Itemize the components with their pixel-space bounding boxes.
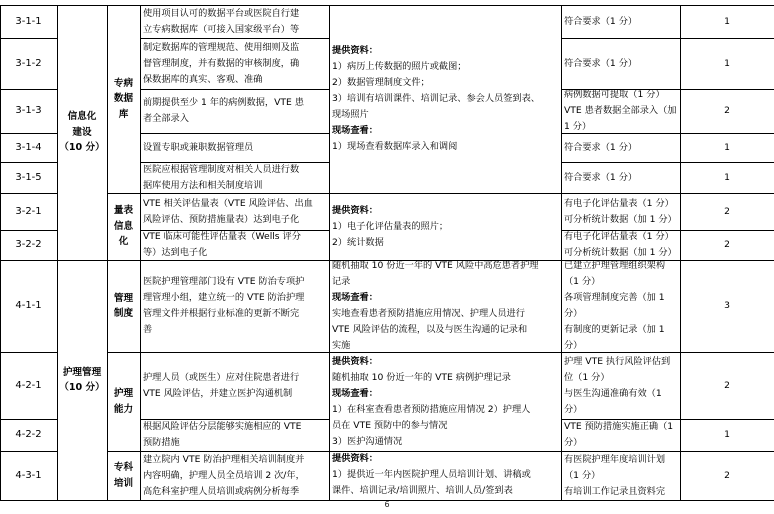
grid-line: [0, 5, 774, 6]
evidence-cell-text: 提供资料： 1）病历上传数据的照片或截图； 2）数据管理制度文件； 3）培训有培训课件、培训记录、参会人员签到表、 现场照片 现场查看： 1）现场查看数据库录入和调阅: [332, 45, 540, 152]
subcategory-cell-text: 管理 制度: [113, 292, 134, 319]
grid-line: [0, 38, 57, 39]
grid-line: [561, 5, 562, 500]
row-score-criteria: [561, 451, 680, 500]
row-description: [140, 230, 329, 260]
row-score-criteria-text: 符合要求（1 分）: [564, 141, 638, 153]
row-score-criteria-text: 符合要求（1 分）: [564, 15, 638, 27]
evidence-cell: [329, 352, 561, 451]
grid-line: [0, 260, 57, 261]
row-id-text: 3-1-4: [15, 141, 42, 153]
subcategory-cell-text: 专科 培训: [113, 462, 134, 489]
evidence-cell-text: 随机抽取 10 份近一年的 VTE 风险中高危患者护理 记录 现场查看： 实地查看患者预防措施应用情况、护理人员进行 VTE 风险评估的流程，以及与医生沟通的记录和 实施: [332, 260, 539, 351]
grid-line: [107, 5, 108, 500]
row-description-text: 医院护理管理部门设有 VTE 防治专项护 理管理小组，建立统一的 VTE 防治护理 管理文件并根据行业标准的更新不断完 善: [143, 276, 305, 335]
row-id: [0, 419, 57, 451]
evidence-cell-text: 提供资料： 随机抽取 10 份近一年的 VTE 病例护理记录 现场查看： 1）在科室查看患者预防措施应用情况 2）护理人 员在 VTE 预防中的参与情况 3）医护沟通情况: [332, 355, 531, 447]
row-description: [140, 5, 329, 38]
grid-line: [107, 260, 140, 261]
evidence-cell: [329, 260, 561, 352]
row-description: [140, 451, 329, 500]
row-id: [0, 451, 57, 500]
row-description-text: 建立院内 VTE 防治护理相关培训制度并 内容明确，护理人员全员培训 2 次/年， 高危科室护理人员培训或病例分析每季: [143, 453, 305, 497]
subcategory-cell: [107, 451, 140, 500]
grid-line: [561, 193, 774, 194]
grid-line: [329, 5, 330, 500]
row-id: [0, 352, 57, 419]
row-points: [680, 193, 774, 230]
row-points-text: 3: [724, 300, 730, 311]
row-score-criteria-text: 符合要求（1 分）: [564, 171, 638, 183]
grid-line: [329, 193, 561, 194]
grid-line: [107, 352, 140, 353]
grid-line: [0, 419, 57, 420]
grid-line: [140, 230, 329, 231]
row-points: [680, 89, 774, 133]
row-score-criteria-text: 符合要求（1 分）: [564, 57, 638, 69]
grid-line: [57, 260, 107, 261]
row-id: [0, 5, 57, 38]
row-points-text: 2: [724, 105, 730, 116]
row-description-text: VTE 临床可能性评估量表（Wells 评分 等）达到电子化: [143, 231, 301, 258]
row-points: [680, 451, 774, 500]
row-description-text: 医院应根据管理制度对相关人员进行数 据库使用方法和相关制度培训: [143, 163, 300, 191]
row-id-text: 3-2-2: [15, 239, 42, 250]
grid-line: [561, 451, 774, 452]
grid-line: [561, 352, 774, 353]
evidence-cell: [329, 5, 561, 193]
grid-line: [57, 5, 58, 500]
grid-line: [561, 260, 774, 261]
row-score-criteria-text: VTE 预防措施实施正确（1 分）: [564, 421, 674, 448]
category-cell: [57, 5, 107, 260]
row-points-text: 1: [724, 171, 730, 183]
row-id-text: 4-1-1: [15, 300, 42, 311]
grid-line: [680, 5, 681, 500]
row-points-text: 2: [724, 205, 730, 217]
grid-line: [0, 352, 57, 353]
row-id-text: 4-2-1: [15, 379, 42, 391]
grid-line: [107, 451, 140, 452]
category-cell-text: 护理管理 （10 分）: [59, 366, 105, 393]
grid-line: [140, 419, 329, 420]
row-score-criteria-text: 有医院护理年度培训计划 （1 分） 有培训工作记录且资料完: [564, 453, 666, 497]
row-score-criteria-text: 已建立护理管理组织架构 （1 分） 各项管理制度完善（加 1 分） 有制度的更新记录（加 1 分）: [564, 260, 666, 351]
row-points-text: 2: [724, 239, 730, 250]
grid-line: [107, 193, 140, 194]
row-score-criteria: [561, 5, 680, 38]
row-score-criteria: [561, 193, 680, 230]
row-description: [140, 89, 329, 133]
row-score-criteria: [561, 133, 680, 162]
grid-line: [561, 162, 774, 163]
grid-line: [0, 133, 57, 134]
grid-line: [0, 5, 1, 500]
page-number: 6: [384, 500, 390, 509]
row-id-text: 3-1-2: [15, 57, 42, 69]
row-id-text: 3-2-1: [15, 205, 42, 217]
row-points-text: 1: [724, 57, 730, 69]
subcategory-cell: [107, 260, 140, 352]
row-id-text: 4-3-1: [15, 469, 42, 481]
row-points: [680, 230, 774, 260]
row-score-criteria: [561, 89, 680, 133]
row-id-text: 4-2-2: [15, 429, 42, 440]
row-id: [0, 162, 57, 193]
row-points: [680, 260, 774, 352]
row-score-criteria-text: 有电子化评估量表（1 分） 可分析统计数据（加 1 分）: [564, 197, 677, 225]
grid-line: [140, 38, 329, 39]
grid-line: [140, 89, 329, 90]
row-id: [0, 260, 57, 352]
subcategory-cell-text: 护理 能力: [113, 388, 134, 415]
grid-line: [140, 352, 329, 353]
row-score-criteria-text: 护理 VTE 执行风险评估到 位（1 分） 与医生沟通准确有效（1 分）: [564, 355, 671, 415]
row-description: [140, 133, 329, 162]
row-description: [140, 419, 329, 451]
row-id: [0, 133, 57, 162]
row-points: [680, 162, 774, 193]
grid-line: [329, 260, 561, 261]
row-points-text: 1: [724, 141, 730, 153]
grid-line: [0, 193, 57, 194]
row-points: [680, 133, 774, 162]
row-points: [680, 352, 774, 419]
evidence-cell: [329, 193, 561, 260]
row-description-text: 根据风险评估分层能够实施相应的 VTE 预防措施: [143, 421, 302, 448]
row-points-text: 2: [724, 469, 730, 481]
row-score-criteria: [561, 352, 680, 419]
grid-line: [561, 89, 774, 90]
grid-line: [140, 193, 329, 194]
row-id: [0, 230, 57, 260]
grid-line: [140, 451, 329, 452]
grid-line: [0, 451, 57, 452]
row-id: [0, 193, 57, 230]
grid-line: [0, 230, 57, 231]
grid-line: [0, 162, 57, 163]
grid-line: [561, 38, 774, 39]
row-description-text: 使用项目认可的数据平台或医院自行建 立专病数据库（可接入国家级平台）等: [143, 7, 300, 35]
row-points-text: 1: [724, 15, 730, 27]
row-score-criteria: [561, 162, 680, 193]
grid-line: [140, 133, 329, 134]
row-score-criteria: [561, 230, 680, 260]
row-description-text: VTE 相关评估量表（VTE 风险评估、出血 风险评估、预防措施量表）达到电子化: [143, 197, 313, 225]
grid-line: [561, 230, 774, 231]
evidence-cell: [329, 451, 561, 500]
row-id: [0, 89, 57, 133]
subcategory-cell-text: 专病 数据 库: [113, 77, 134, 120]
row-points-text: 1: [724, 429, 730, 440]
grid-line: [0, 89, 57, 90]
row-score-criteria: [561, 38, 680, 89]
grid-line: [140, 5, 141, 500]
subcategory-cell: [107, 352, 140, 451]
grid-line: [561, 419, 774, 420]
row-points: [680, 5, 774, 38]
subcategory-cell: [107, 193, 140, 260]
grid-line: [140, 162, 329, 163]
evidence-cell-text: 提供资料： 1）提供近一年内医院护理人员培训计划、讲稿或 课件、培训记录/培训照片、培训人员/签到表: [332, 453, 531, 496]
grid-line: [329, 451, 561, 452]
category-cell: [57, 260, 107, 500]
row-id-text: 3-1-3: [15, 105, 42, 116]
grid-line: [329, 352, 561, 353]
row-score-criteria-text: 有电子化评估量表（1 分） 可分析统计数据（加 1 分）: [564, 231, 677, 258]
row-points: [680, 38, 774, 89]
row-description: [140, 193, 329, 230]
evidence-cell-text: 提供资料： 1）电子化评估量表的照片； 2）统计数据: [332, 204, 449, 248]
grid-line: [561, 133, 774, 134]
row-description-text: 设置专职或兼职数据管理员: [143, 141, 254, 153]
row-points-text: 2: [724, 379, 730, 391]
row-id: [0, 38, 57, 89]
row-points: [680, 419, 774, 451]
row-description-text: 前期提供至少 1 年的病例数据，VTE 患 者全部录入: [143, 97, 304, 124]
subcategory-cell: [107, 5, 140, 193]
row-description: [140, 352, 329, 419]
row-id-text: 3-1-1: [15, 15, 42, 27]
row-score-criteria: [561, 419, 680, 451]
grid-line: [140, 260, 329, 261]
row-description: [140, 260, 329, 352]
row-description: [140, 38, 329, 89]
row-score-criteria-text: 病例数据可提取（1 分） VTE 患者数据全部录入（加 1 分）: [564, 89, 677, 132]
row-id-text: 3-1-5: [15, 171, 42, 183]
row-description: [140, 162, 329, 193]
row-description-text: 护理人员（或医生）应对住院患者进行 VTE 风险评估，并建立医护沟通机制: [143, 371, 300, 399]
row-score-criteria: [561, 260, 680, 352]
row-description-text: 制定数据库的管理规范、使用细则及监 督管理制度，并有数据的审核制度，确 保数据库的真实、客观、准确: [143, 41, 300, 85]
subcategory-cell-text: 量表 信息 化: [113, 205, 134, 248]
category-cell-text: 信息化 建设 （10 分）: [59, 111, 105, 154]
